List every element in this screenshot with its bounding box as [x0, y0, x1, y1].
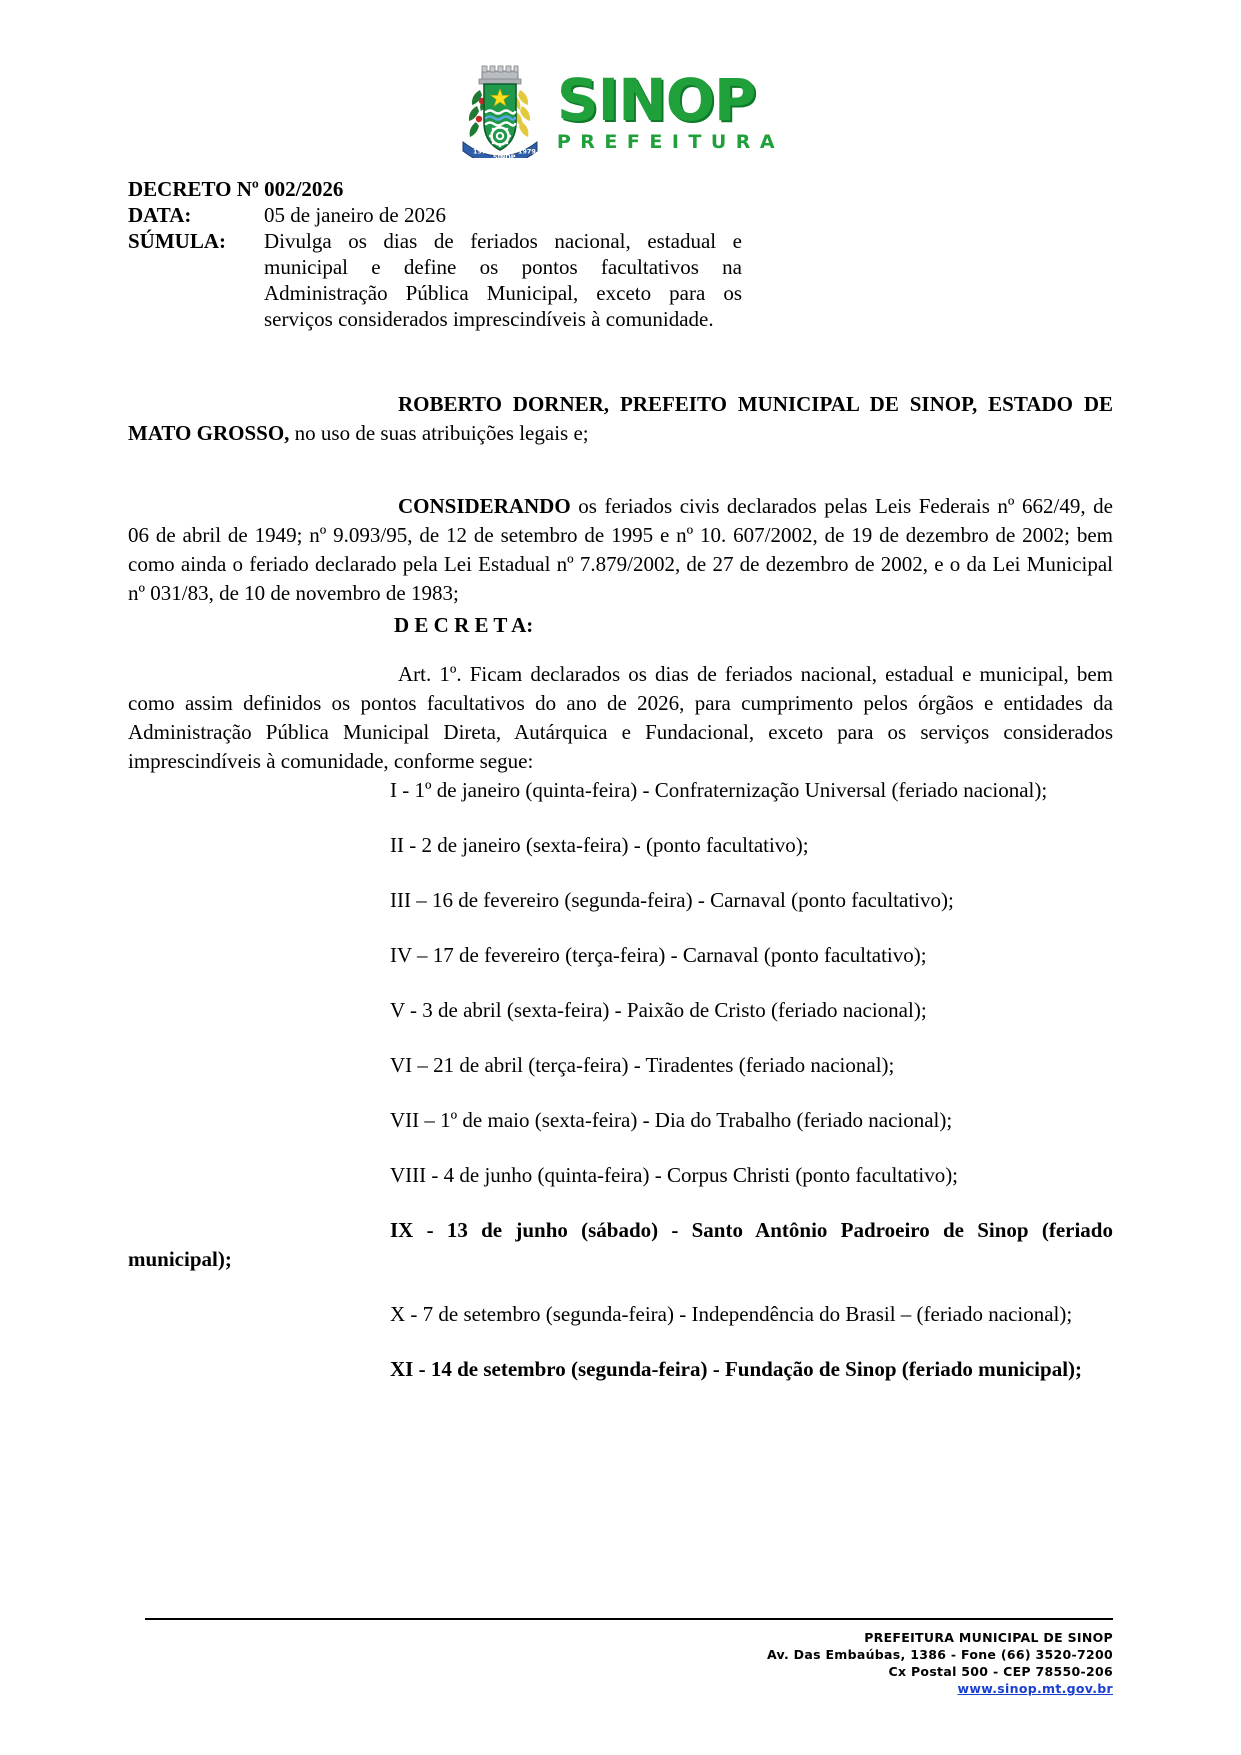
spacer [128, 970, 1113, 996]
crest-year-right: 1979 [517, 147, 536, 156]
spacer [128, 1135, 1113, 1161]
date-label: DATA: [128, 203, 192, 227]
list-item: IX - 13 de junho (sábado) - Santo Antônio Padroeiro de Sinop (feriado municipal); [128, 1218, 1113, 1271]
spacer [128, 1080, 1113, 1106]
decree-summary-row [128, 228, 1113, 332]
decree-header [128, 176, 1113, 332]
list-item: II - 2 de janeiro (sexta-feira) - (ponto facultativo); [390, 833, 809, 857]
list-item: X - 7 de setembro (segunda-feira) - Independência do Brasil – (feriado nacional); [390, 1302, 1073, 1326]
authority-name: ROBERTO DORNER, PREFEITO MUNICIPAL DE SINOP, ESTADO DE MATO GROSSO, [128, 392, 1113, 445]
spacer [128, 805, 1113, 831]
article-1-paragraph: Art. 1º. Ficam declarados os dias de feriados nacional, estadual e municipal, bem como assim definidos os pontos facultativos do ano de 2026, para cumprimento pelos órgãos e entidades da Administração Pública Municipal Direta, Autárquica e Fundacional, exceto para os serviços considerados imprescindíveis à comunidade, conforme segue: [128, 662, 1113, 773]
spacer [128, 1329, 1113, 1355]
logo-wordmark [556, 66, 785, 154]
decree-body [128, 332, 1113, 1384]
spacer [128, 448, 1113, 492]
footer-address-block [145, 1629, 1113, 1697]
crest-banner-label: SINOP [492, 153, 516, 158]
authority-paragraph [128, 390, 1113, 448]
page-footer [145, 1618, 1113, 1697]
spacer [128, 860, 1113, 886]
footer-line-postal: Cx Postal 500 - CEP 78550-206 [888, 1664, 1113, 1679]
logo-wordmark-sinop: SINOP [556, 66, 756, 134]
spacer [128, 1274, 1113, 1300]
list-item: I - 1º de janeiro (quinta-feira) - Confraternização Universal (feriado nacional); [390, 778, 1048, 802]
spacer [128, 642, 1113, 660]
list-item: VII – 1º de maio (sexta-feira) - Dia do Trabalho (feriado nacional); [390, 1108, 953, 1132]
list-item: III – 16 de fevereiro (segunda-feira) - Carnaval (ponto facultativo); [390, 888, 954, 912]
list-item: IV – 17 de fevereiro (terça-feira) - Carnaval (ponto facultativo); [390, 943, 927, 967]
page-title: DECRETO Nº 002/2026 [128, 177, 344, 201]
spacer [128, 915, 1113, 941]
letterhead-logo [128, 0, 1113, 158]
considerando-rest: os feriados civis declarados pelas Leis Federais nº 662/49, de 06 de abril de 1949; nº 9.093/95, de 12 de setembro de 1995 e nº 10. 607/2002, de 19 de dezembro de 2002; bem como ainda o feriado declarado pela Lei Estadual nº 7.879/2002, de 27 de dezembro de 2002, e o da Lei Municipal nº 031/83, de 10 de novembro de 1983; [128, 494, 1113, 605]
considerando-keyword: CONSIDERANDO [398, 494, 571, 518]
decree-title-row [128, 176, 1113, 202]
crest-year-left: 1974 [472, 147, 491, 156]
footer-website-link[interactable]: www.sinop.mt.gov.br [957, 1681, 1113, 1696]
spacer [128, 1025, 1113, 1051]
summary-value: Divulga os dias de feriados nacional, estadual e municipal e define os pontos facultativos na Administração Pública Municipal, exceto para os serviços considerados imprescindíveis à comunidade. [264, 229, 742, 331]
coat-of-arms-icon [457, 62, 543, 158]
authority-rest: no uso de suas atribuições legais e; [289, 421, 589, 445]
decree-date-row [128, 202, 1113, 228]
date-value: 05 de janeiro de 2026 [264, 203, 446, 227]
spacer [128, 332, 1113, 390]
list-item: V - 3 de abril (sexta-feira) - Paixão de Cristo (feriado nacional); [390, 998, 927, 1022]
decreta-heading: D E C R E T A: [394, 613, 534, 637]
list-item: XI - 14 de setembro (segunda-feira) - Fundação de Sinop (feriado municipal); [390, 1357, 1083, 1381]
spacer [128, 1190, 1113, 1216]
footer-divider [145, 1618, 1113, 1620]
footer-line-address: Av. Das Embaúbas, 1386 - Fone (66) 3520-7200 [767, 1647, 1113, 1662]
footer-line-organization: PREFEITURA MUNICIPAL DE SINOP [864, 1630, 1113, 1645]
list-item: VIII - 4 de junho (quinta-feira) - Corpus Christi (ponto facultativo); [390, 1163, 959, 1187]
summary-label: SÚMULA: [128, 229, 226, 253]
considerando-paragraph [128, 492, 1113, 608]
list-item: VI – 21 de abril (terça-feira) - Tiradentes (feriado nacional); [390, 1053, 895, 1077]
logo-wordmark-prefeitura: PREFEITURA [556, 131, 785, 153]
